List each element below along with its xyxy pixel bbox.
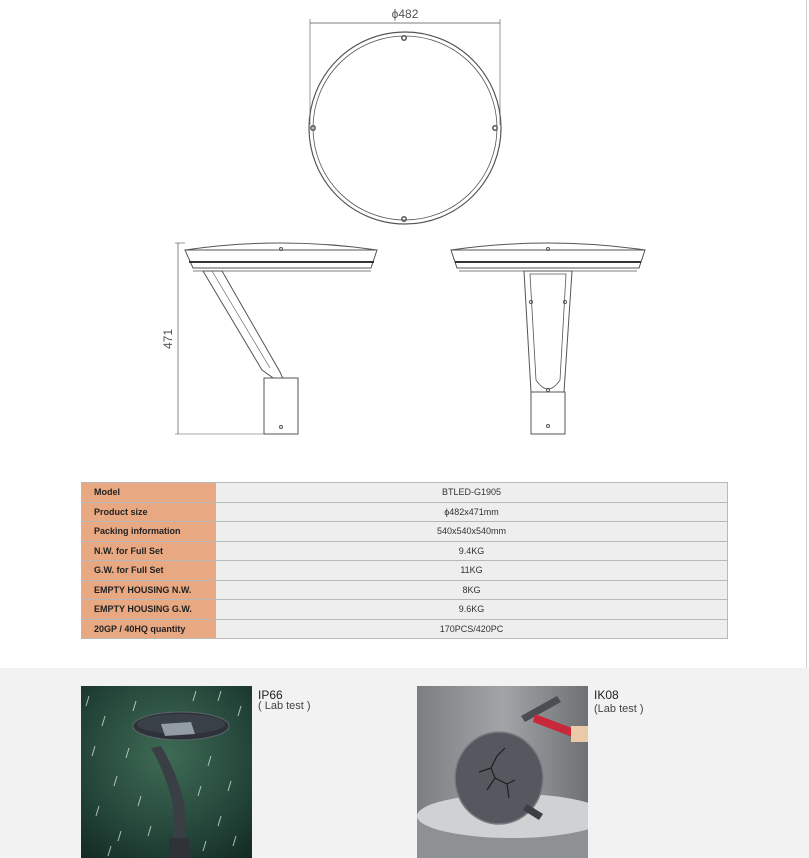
spec-key: Model (82, 483, 216, 503)
spec-key: EMPTY HOUSING G.W. (82, 600, 216, 620)
ip66-test-photo (81, 686, 252, 858)
table-row (82, 600, 728, 620)
top-view (309, 19, 501, 224)
spec-value: 11KG (216, 561, 728, 581)
spec-value: 540x540x540mm (216, 522, 728, 542)
side-view (175, 243, 377, 434)
spec-value: BTLED-G1905 (216, 483, 728, 503)
spec-key: N.W. for Full Set (82, 541, 216, 561)
spec-key: 20GP / 40HQ quantity (82, 619, 216, 639)
spec-value: 9.4KG (216, 541, 728, 561)
test-section (0, 668, 809, 858)
table-row (82, 483, 728, 503)
spec-key: Product size (82, 502, 216, 522)
front-view (451, 243, 645, 434)
table-row (82, 619, 728, 639)
ip66-title: IP66 (258, 688, 283, 702)
spec-value: ϕ482x471mm (216, 502, 728, 522)
spec-value: 8KG (216, 580, 728, 600)
table-row (82, 522, 728, 542)
table-row (82, 502, 728, 522)
ik08-subtitle: (Lab test ) (594, 703, 644, 715)
ip66-subtitle: ( Lab test ) (258, 700, 311, 712)
ik08-title: IK08 (594, 688, 619, 702)
table-row (82, 580, 728, 600)
spec-value: 9.6KG (216, 600, 728, 620)
diameter-label: ϕ482 (391, 7, 419, 21)
height-label: 471 (161, 328, 175, 350)
spec-value: 170PCS/420PC (216, 619, 728, 639)
ik08-test-photo (417, 686, 588, 858)
spec-key: G.W. for Full Set (82, 561, 216, 581)
spec-key: Packing information (82, 522, 216, 542)
spec-key: EMPTY HOUSING N.W. (82, 580, 216, 600)
spec-table (81, 482, 728, 639)
table-row (82, 561, 728, 581)
table-row (82, 541, 728, 561)
